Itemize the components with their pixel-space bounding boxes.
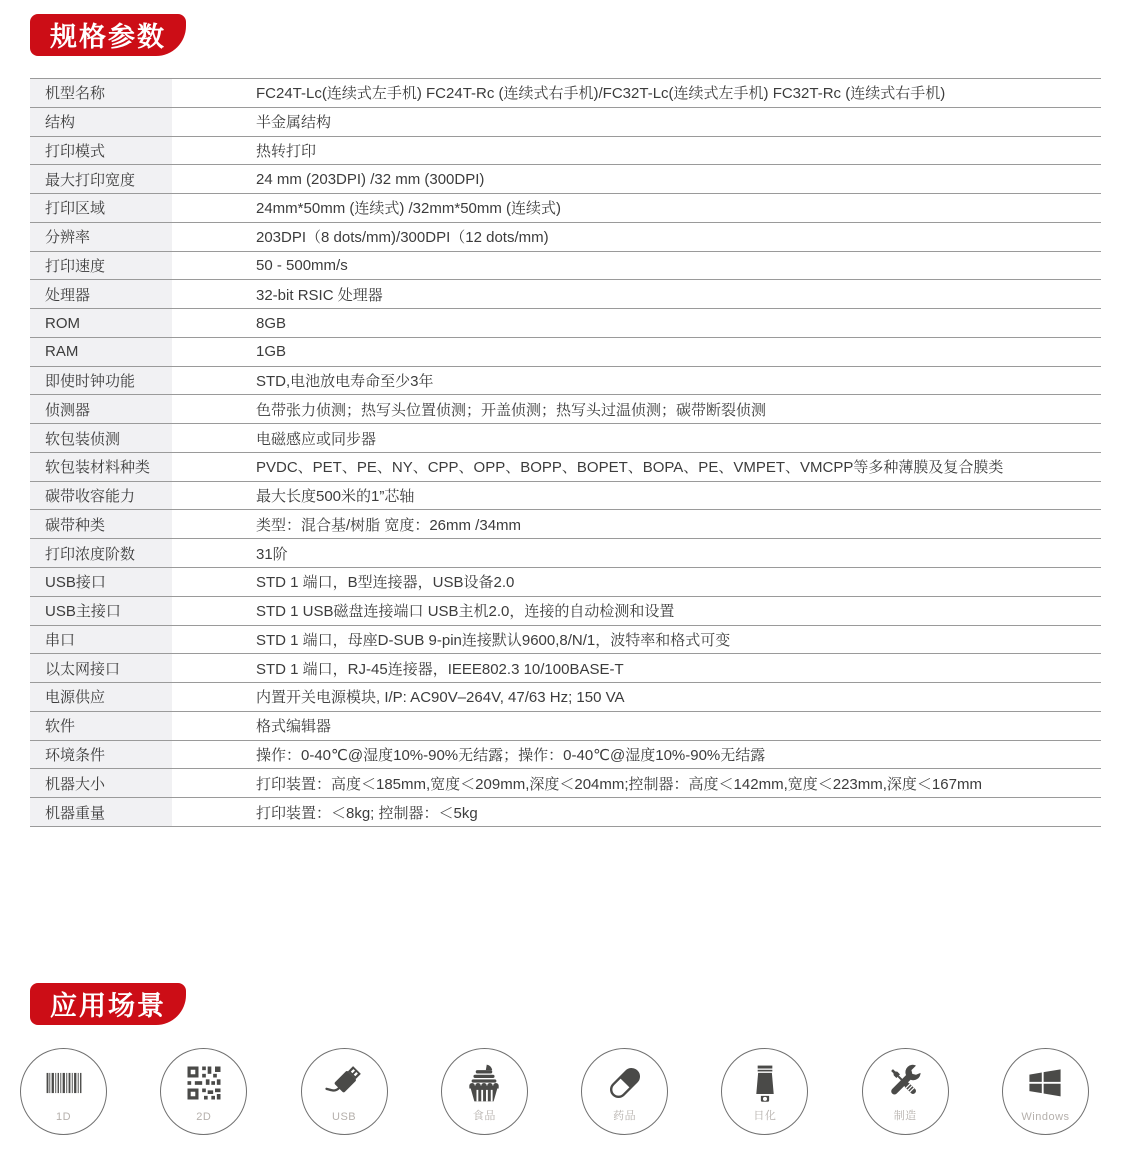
application-item-qrcode-2d bbox=[160, 1048, 247, 1135]
application-icon-slot bbox=[322, 1061, 366, 1110]
spec-row-value: 操作：0-40℃@湿度10%-90%无结露；操作：0-40℃@湿度10%-90%无结露 bbox=[256, 746, 766, 764]
spec-row-value: 8GB bbox=[256, 314, 287, 332]
spec-row-value: 203DPI（8 dots/mm)/300DPI（12 dots/mm) bbox=[256, 229, 549, 247]
spec-row-label: 环境条件 bbox=[30, 741, 172, 769]
spec-row-value: STD,电池放电寿命至少3年 bbox=[256, 373, 434, 391]
spec-table-row bbox=[30, 596, 1101, 625]
spec-table-row bbox=[30, 107, 1101, 136]
spec-row-label: 结构 bbox=[30, 108, 172, 136]
spec-row-value: 类型：混合基/树脂 宽度：26mm /34mm bbox=[256, 516, 522, 534]
spec-table-row bbox=[30, 136, 1101, 165]
application-label: 2D bbox=[196, 1111, 212, 1123]
spec-row-value: STD 1 端口，RJ-45连接器，IEEE802.3 10/100BASE-T bbox=[256, 660, 624, 678]
application-item-barcode-1d bbox=[20, 1048, 107, 1135]
spec-row-value: 最大长度500米的1”芯轴 bbox=[256, 488, 415, 506]
spec-table-row bbox=[30, 78, 1101, 107]
spec-table-row bbox=[30, 366, 1101, 395]
application-circle bbox=[441, 1048, 528, 1135]
spec-row-label: 处理器 bbox=[30, 280, 172, 308]
application-item-cupcake bbox=[441, 1048, 528, 1135]
application-label: USB bbox=[332, 1111, 357, 1123]
spec-row-value: 24 mm (203DPI) /32 mm (300DPI) bbox=[256, 170, 485, 188]
cupcake-icon bbox=[462, 1061, 506, 1105]
spec-row-value: 热转打印 bbox=[256, 142, 317, 160]
spec-table-row bbox=[30, 567, 1101, 596]
pill-capsule-icon bbox=[603, 1061, 647, 1105]
application-icon-slot bbox=[603, 1061, 647, 1110]
spec-row-label: 打印模式 bbox=[30, 137, 172, 165]
spec-section-title: 规格参数 bbox=[50, 21, 166, 52]
application-circle bbox=[160, 1048, 247, 1135]
spec-row-value: FC24T-Lc(连续式左手机) FC24T-Rc (连续式右手机)/FC32T-Lc(连续式左手机) FC32T-Rc (连续式右手机) bbox=[256, 85, 946, 103]
spec-row-value: 31阶 bbox=[256, 545, 288, 563]
spec-table-row bbox=[30, 625, 1101, 654]
application-circle bbox=[862, 1048, 949, 1135]
spec-row-value: 24mm*50mm (连续式) /32mm*50mm (连续式) bbox=[256, 200, 562, 218]
spec-table-row bbox=[30, 481, 1101, 510]
application-icon-slot bbox=[42, 1061, 86, 1110]
spec-row-label: 机型名称 bbox=[30, 79, 172, 107]
spec-row-label: 软包装侦测 bbox=[30, 424, 172, 452]
spec-row-label: RAM bbox=[30, 338, 172, 366]
spec-row-label: 串口 bbox=[30, 626, 172, 654]
spec-table-row bbox=[30, 768, 1101, 797]
spec-row-label: 软件 bbox=[30, 712, 172, 740]
spec-table-row bbox=[30, 682, 1101, 711]
application-label: Windows bbox=[1021, 1111, 1070, 1123]
application-icon-slot bbox=[883, 1061, 927, 1110]
application-icon-slot bbox=[1023, 1061, 1067, 1110]
spec-row-label: 最大打印宽度 bbox=[30, 165, 172, 193]
spec-row-value: STD 1 端口，母座D-SUB 9-pin连接默认9600,8/N/1，波特率和格式可变 bbox=[256, 631, 731, 649]
application-circle bbox=[581, 1048, 668, 1135]
application-label: 药品 bbox=[613, 1110, 637, 1122]
spec-row-label: ROM bbox=[30, 309, 172, 337]
spec-table-row bbox=[30, 452, 1101, 481]
spec-row-value: 打印装置：＜8kg; 控制器：＜5kg bbox=[256, 804, 478, 822]
qrcode-2d-icon bbox=[182, 1061, 226, 1105]
applications-section-badge bbox=[30, 983, 186, 1025]
spec-table-row bbox=[30, 337, 1101, 366]
spec-row-value: 半金属结构 bbox=[256, 114, 332, 132]
spec-table-row bbox=[30, 164, 1101, 193]
spec-table-row bbox=[30, 423, 1101, 452]
application-label: 食品 bbox=[472, 1110, 496, 1122]
spec-row-label: USB主接口 bbox=[30, 597, 172, 625]
application-label: 制造 bbox=[893, 1110, 917, 1122]
windows-logo-icon bbox=[1023, 1061, 1067, 1105]
cosmetic-tube-icon bbox=[743, 1061, 787, 1105]
spec-table-row bbox=[30, 538, 1101, 567]
spec-table-row bbox=[30, 711, 1101, 740]
usb-plug-icon bbox=[322, 1061, 366, 1105]
spec-table-row bbox=[30, 308, 1101, 337]
application-icon-slot bbox=[743, 1061, 787, 1110]
spec-row-value: STD 1 USB磁盘连接端口 USB主机2.0，连接的自动检测和设置 bbox=[256, 603, 675, 621]
spec-row-label: USB接口 bbox=[30, 568, 172, 596]
spec-row-label: 即使时钟功能 bbox=[30, 367, 172, 395]
application-label: 日化 bbox=[753, 1110, 777, 1122]
application-item-pill-capsule bbox=[581, 1048, 668, 1135]
spec-table-row bbox=[30, 797, 1101, 826]
spec-table-row bbox=[30, 740, 1101, 769]
application-circle bbox=[1002, 1048, 1089, 1135]
spec-row-value: 电磁感应或同步器 bbox=[256, 430, 377, 448]
spec-table-row bbox=[30, 394, 1101, 423]
spec-row-value: 色带张力侦测；热写头位置侦测；开盖侦测；热写头过温侦测；碳带断裂侦测 bbox=[256, 401, 767, 419]
spec-table-row bbox=[30, 222, 1101, 251]
spec-row-value: 32-bit RSIC 处理器 bbox=[256, 286, 383, 304]
spec-row-label: 电源供应 bbox=[30, 683, 172, 711]
application-icon-slot bbox=[462, 1061, 506, 1110]
tools-icon bbox=[883, 1061, 927, 1105]
spec-table-row bbox=[30, 653, 1101, 682]
application-icon-slot bbox=[182, 1061, 226, 1110]
spec-row-value: 内置开关电源模块, I/P: AC90V–264V, 47/63 Hz; 150 VA bbox=[256, 689, 625, 707]
spec-row-label: 侦测器 bbox=[30, 395, 172, 423]
application-item-usb-plug bbox=[301, 1048, 388, 1135]
spec-row-label: 以太网接口 bbox=[30, 654, 172, 682]
spec-row-label: 分辨率 bbox=[30, 223, 172, 251]
spec-row-value: PVDC、PET、PE、NY、CPP、OPP、BOPP、BOPET、BOPA、PE、VMPET、VMCPP等多种薄膜及复合膜类 bbox=[256, 459, 1004, 477]
spec-row-value: STD 1 端口，B型连接器，USB设备2.0 bbox=[256, 574, 515, 592]
application-item-tools bbox=[862, 1048, 949, 1135]
spec-row-label: 打印浓度阶数 bbox=[30, 539, 172, 567]
spec-row-label: 碳带收容能力 bbox=[30, 482, 172, 510]
spec-row-value: 格式编辑器 bbox=[256, 718, 332, 736]
application-item-cosmetic-tube bbox=[721, 1048, 808, 1135]
spec-row-value: 50 - 500mm/s bbox=[256, 256, 348, 274]
application-circle bbox=[301, 1048, 388, 1135]
spec-table-row bbox=[30, 509, 1101, 538]
application-label: 1D bbox=[55, 1111, 72, 1123]
spec-row-label: 机器大小 bbox=[30, 769, 172, 797]
spec-table-row bbox=[30, 193, 1101, 222]
spec-table-row bbox=[30, 279, 1101, 308]
spec-section-badge bbox=[30, 14, 186, 56]
application-circle bbox=[721, 1048, 808, 1135]
spec-row-label: 打印速度 bbox=[30, 252, 172, 280]
spec-table-row bbox=[30, 251, 1101, 280]
spec-row-value: 1GB bbox=[256, 343, 287, 361]
spec-row-label: 打印区域 bbox=[30, 194, 172, 222]
applications-row bbox=[0, 1048, 1131, 1135]
spec-table bbox=[30, 78, 1101, 827]
barcode-1d-icon bbox=[42, 1061, 86, 1105]
application-item-windows-logo bbox=[1002, 1048, 1089, 1135]
spec-row-value: 打印装置：高度＜185mm,宽度＜209mm,深度＜204mm;控制器：高度＜142mm,宽度＜223mm,深度＜167mm bbox=[256, 775, 982, 793]
spec-row-label: 机器重量 bbox=[30, 798, 172, 826]
spec-row-label: 碳带种类 bbox=[30, 510, 172, 538]
application-circle bbox=[20, 1048, 107, 1135]
applications-section-title: 应用场景 bbox=[50, 990, 166, 1021]
spec-row-label: 软包装材料种类 bbox=[30, 453, 172, 481]
